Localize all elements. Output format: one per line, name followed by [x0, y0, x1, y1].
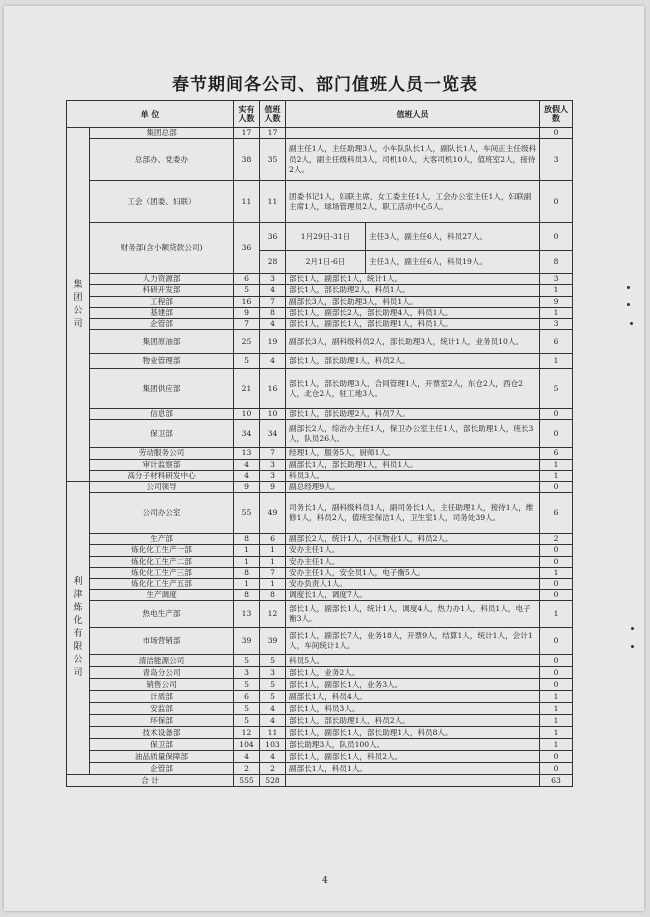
table-row: 生产部 8 6 副部长2人，统计1人，小区物业1人，科员2人。 2 [67, 534, 573, 545]
header-unit: 单 位 [67, 101, 234, 128]
table-row: 高分子材料研发中心 4 3 科员3人。 1 [67, 470, 573, 481]
table-row: 集团原油部 25 19 副部长3人，副科级科员2人，部长助理3人，统计1人，业务员10人。 6 [67, 330, 573, 354]
binding-hole-mark [631, 645, 634, 648]
table-row: 工会（团委、妇联） 11 11 团委书记1人，妇联主席、女工委主任1人，工会办公室主任1人，妇联副主席1人，球场管理员2人，职工活动中心5人。 0 [67, 181, 573, 223]
table-row: 销售公司 5 5 部长1人，副部长1人，业务3人。 0 [67, 679, 573, 691]
table-row: 保卫部 34 34 副部长2人，综治办主任1人，保卫办公室主任1人，部长助理1人，班长3人，队员26人。 0 [67, 420, 573, 448]
table-row: 油品质量保障部 4 4 部长1人，副部长1人，科员2人。 0 [67, 751, 573, 763]
table-row: 技术设备部 12 11 部长1人，副部长1人，部长助理1人，科员8人。 1 [67, 727, 573, 739]
table-row: 工程部 16 7 副部长3人，部长助理3人，科员1人。 9 [67, 296, 573, 307]
binding-hole-mark [631, 627, 634, 630]
group-label: 集团公司 [67, 128, 90, 482]
table-row: 集团公司 集团总部 17 17 0 [67, 128, 573, 139]
table-row: 财务部(含小额贷款公司) 36 36 1月29日-31日 主任3人，副主任6人，科员27人。 0 [67, 223, 573, 251]
table-row: 人力资源部 6 3 部长1人，副部长1人，统计1人。 3 [67, 274, 573, 285]
table-row: 物业管理部 5 4 部长1人，部长助理1人，科员2人。 1 [67, 354, 573, 369]
header-leave: 放假人数 [540, 101, 573, 128]
binding-hole-mark [627, 303, 630, 306]
table-row: 信息部 10 10 部长1人，部长助理2人，科员7人。 0 [67, 409, 573, 420]
header-duty: 值班人数 [260, 101, 286, 128]
table-row: 计质部 6 5 副部长1人，科员4人。 1 [67, 691, 573, 703]
table-row: 审计监察部 4 3 副部长1人，部长助理1人，科员1人。 1 [67, 459, 573, 470]
table-row: 集团供应部 21 16 部长1人，部长助理3人，合同管理1人，开票室2人，东仓2人，西仓2人，北仓2人，驻工地3人。 5 [67, 369, 573, 409]
page-title: 春节期间各公司、部门值班人员一览表 [172, 75, 478, 95]
table-row: 炼化化工生产五部 1 1 安办负责人1人。 0 [67, 579, 573, 590]
table-row: 劳动服务公司 13 7 经理1人，服务5人，厨师1人。 6 [67, 448, 573, 459]
table-row: 28 2月1日-6日 主任3人，副主任6人，科员19人。 8 [67, 251, 573, 274]
table-row: 热电生产部 13 12 部长1人，副部长1人，统计1人，调度4人，热力办1人，科员1人，电子衡3人。 1 [67, 601, 573, 628]
table-row: 企管部 7 4 部长1人，副部长1人，部长助理1人，科员1人。 3 [67, 319, 573, 330]
binding-hole-mark [630, 322, 633, 325]
table-row: 安监部 5 4 部长1人，科员3人。 1 [67, 703, 573, 715]
page-number: 4 [322, 876, 328, 886]
binding-hole-mark [627, 286, 630, 289]
table-row: 清洁能源公司 5 5 科员5人。 0 [67, 655, 573, 667]
table-row: 总部办、党委办 38 35 副主任1人，主任助理3人，小车队队长1人，副队长1人，车间正主任级科员2人，副主任级科员3人，司机10人，大客司机10人，值班室2人，接待2人。 3 [67, 139, 573, 181]
total-label: 合 计 [67, 775, 234, 787]
table-row: 炼化化工生产二部 1 1 安办主任1人。 0 [67, 556, 573, 567]
table-header-row [67, 101, 573, 128]
duty-roster-table [66, 100, 573, 787]
table-row: 利津炼化有限公司 公司领导 9 9 副总经理9人。 0 [67, 482, 573, 493]
table-row: 基建部 9 8 部长1人，副部长2人，部长助理4人，科员1人。 1 [67, 307, 573, 318]
table-row: 环保部 5 4 部长1人，部长助理1人，科员2人。 1 [67, 715, 573, 727]
header-actual: 实有人数 [234, 101, 260, 128]
table-row: 公司办公室 55 49 司务长1人，副科级科员1人，副司务长1人，主任助理1人，接待1人，维修1人，科员2人，值班室保洁1人，卫生室1人，司务处39人。 6 [67, 493, 573, 534]
table-row: 炼化化工生产三部 8 7 安办主任1人，安全员1人，电子衡5人。 1 [67, 567, 573, 578]
table-row: 企管部 2 2 副部长1人，科员1人。 0 [67, 763, 573, 775]
table-row: 青岛分公司 3 3 部长1人，业务2人。 0 [67, 667, 573, 679]
table-row: 生产调度 8 8 调度长1人，调度7人。 0 [67, 590, 573, 601]
header-staff: 值班人员 [286, 101, 540, 128]
table-row: 科研开发部 5 4 部长1人，部长助理2人，科员1人。 1 [67, 285, 573, 296]
group-label: 利津炼化有限公司 [67, 482, 90, 775]
table-total-row: 合 计 555 528 63 [67, 775, 573, 787]
table-row: 市场营销部 39 39 部长1人，副部长7人，业务18人，开票9人，结算1人，统计1人，会计1人，车间统计1人。 0 [67, 628, 573, 655]
table-row: 炼化化工生产一部 1 1 安办主任1人。 0 [67, 545, 573, 556]
table-row: 保卫部 104 103 部长助理3人，队员100人。 1 [67, 739, 573, 751]
